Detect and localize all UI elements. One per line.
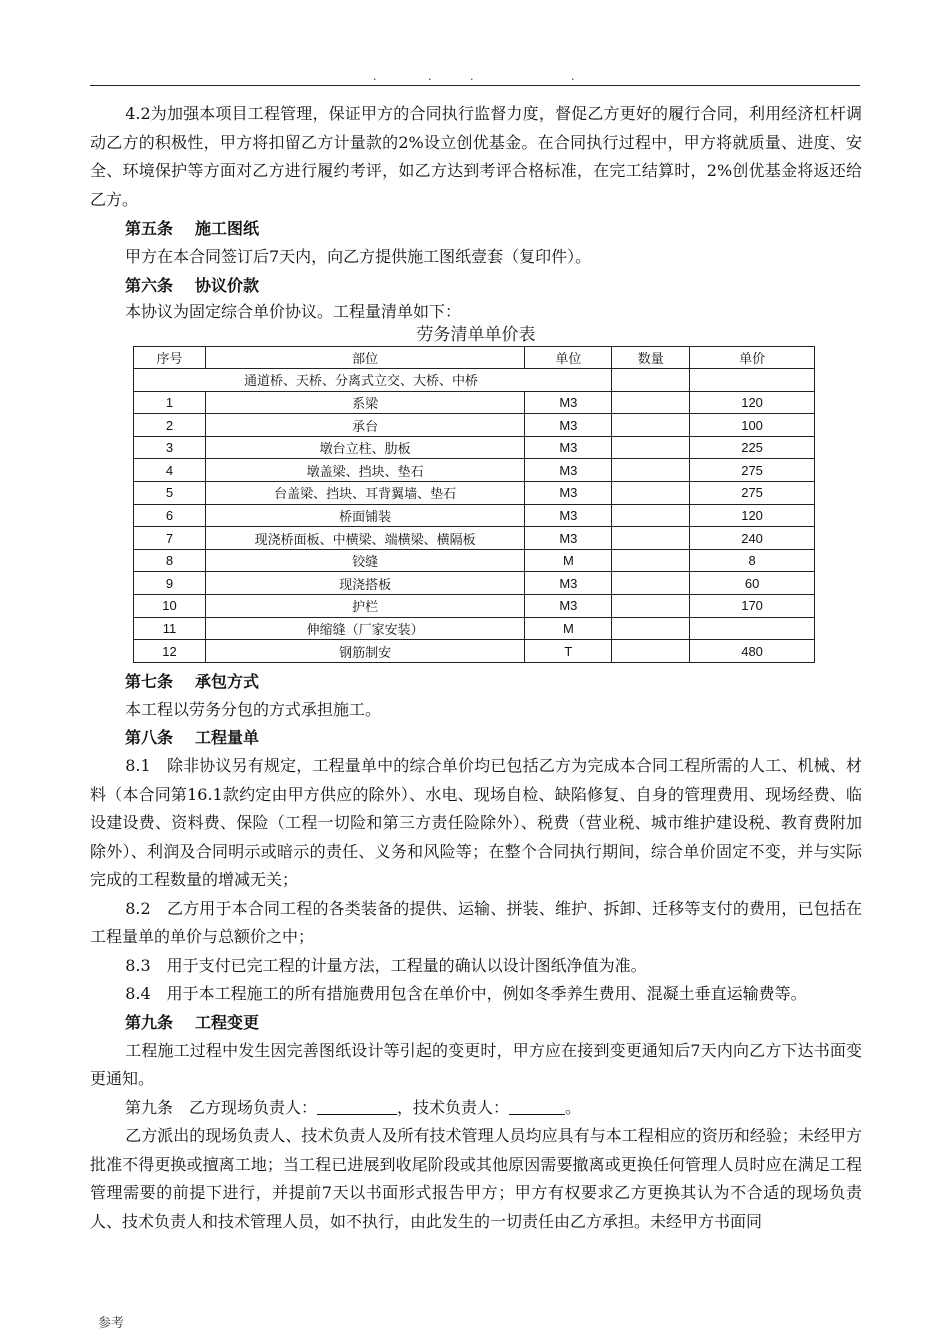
table-header-row — [134, 346, 815, 369]
cell-part: 钢筋制安 — [205, 640, 525, 663]
cell-unit: M3 — [525, 482, 612, 505]
cell-price: 170 — [690, 595, 815, 618]
personnel-mid: ，技术负责人： — [397, 1097, 510, 1117]
table-caption: 劳务清单单价表 — [416, 324, 536, 345]
cell-seq: 3 — [134, 436, 206, 459]
cell-qty — [612, 549, 690, 572]
tech-manager-blank — [509, 1099, 565, 1115]
cell-price — [690, 617, 815, 640]
article-title: 工程变更 — [195, 1012, 260, 1032]
cell-unit: M3 — [525, 436, 612, 459]
table-row — [134, 617, 815, 640]
cell-price: 8 — [690, 549, 815, 572]
cell-part: 台盖梁、挡块、耳背翼墙、垫石 — [205, 482, 525, 505]
table-row — [134, 414, 815, 437]
cell-part: 桥面铺装 — [205, 504, 525, 527]
article-number: 第八条 — [125, 728, 174, 748]
cell-price: 100 — [690, 414, 815, 437]
cell-qty — [612, 414, 690, 437]
article-7-heading — [90, 668, 862, 696]
article-title: 承包方式 — [195, 671, 260, 691]
article-5-heading — [90, 215, 862, 243]
cell-seq: 1 — [134, 391, 206, 414]
table-group-row — [134, 369, 815, 392]
table-body — [134, 391, 815, 662]
table-row — [134, 595, 815, 618]
group-price — [690, 369, 815, 392]
footer-label: 参考 — [98, 1316, 125, 1331]
article-6-body: 本协议为固定综合单价协议。工程量清单如下： — [125, 301, 462, 321]
article-title: 协议价款 — [195, 275, 260, 295]
table-row — [134, 549, 815, 572]
cell-part: 伸缩缝（厂家安装） — [205, 617, 525, 640]
cell-qty — [612, 640, 690, 663]
header-price: 单价 — [690, 346, 815, 369]
header-dot: . — [373, 70, 377, 83]
cell-qty — [612, 459, 690, 482]
cell-seq: 11 — [134, 617, 206, 640]
cell-price: 225 — [690, 436, 815, 459]
cell-part: 系梁 — [205, 391, 525, 414]
cell-unit: M3 — [525, 459, 612, 482]
cell-part: 护栏 — [205, 595, 525, 618]
header-rule — [90, 85, 860, 86]
cell-unit: M3 — [525, 595, 612, 618]
article-6-heading — [90, 272, 862, 300]
cell-qty — [612, 391, 690, 414]
cell-seq: 7 — [134, 527, 206, 550]
cell-qty — [612, 504, 690, 527]
cell-qty — [612, 482, 690, 505]
header-part: 部位 — [205, 346, 525, 369]
header-seq: 序号 — [134, 346, 206, 369]
clause-8-3: 8.3 用于支付已完工程的计量方法，工程量的确认以设计图纸净值为准。 — [125, 955, 647, 975]
article-number: 第七条 — [125, 671, 174, 691]
cell-price: 480 — [690, 640, 815, 663]
header-qty: 数量 — [612, 346, 690, 369]
price-table — [133, 346, 815, 663]
personnel-end: 。 — [565, 1097, 582, 1117]
cell-qty — [612, 572, 690, 595]
cell-seq: 2 — [134, 414, 206, 437]
group-label: 通道桥、天桥、分离式立交、大桥、中桥 — [134, 369, 612, 392]
table-row — [134, 527, 815, 550]
table-row — [134, 504, 815, 527]
article-number: 第六条 — [125, 275, 174, 295]
cell-price: 275 — [690, 482, 815, 505]
article-9-heading — [90, 1009, 862, 1037]
cell-unit: M3 — [525, 572, 612, 595]
cell-part: 承台 — [205, 414, 525, 437]
table-row — [134, 572, 815, 595]
clause-8-2: 8.2 乙方用于本合同工程的各类装备的提供、运输、拼装、维护、拆卸、迁移等支付的费用，已包括在工程量单的单价与总额价之中； — [90, 898, 862, 947]
cell-part: 铰缝 — [205, 549, 525, 572]
article-number: 第五条 — [125, 219, 174, 238]
cell-part: 墩台立柱、肋板 — [205, 436, 525, 459]
article-title: 工程量单 — [195, 728, 260, 748]
cell-qty — [612, 595, 690, 618]
cell-unit: M3 — [525, 527, 612, 550]
header-unit: 单位 — [525, 346, 612, 369]
cell-price: 120 — [690, 504, 815, 527]
cell-unit: M — [525, 617, 612, 640]
cell-seq: 12 — [134, 640, 206, 663]
article-8-heading — [90, 724, 862, 752]
cell-seq: 8 — [134, 549, 206, 572]
cell-seq: 6 — [134, 504, 206, 527]
cell-unit: T — [525, 640, 612, 663]
article-title: 施工图纸 — [195, 219, 260, 238]
table-row — [134, 436, 815, 459]
cell-unit: M3 — [525, 504, 612, 527]
cell-price: 120 — [690, 391, 815, 414]
cell-seq: 4 — [134, 459, 206, 482]
header-dot: . — [470, 70, 474, 83]
group-qty — [612, 369, 690, 392]
cell-qty — [612, 617, 690, 640]
cell-price: 60 — [690, 572, 815, 595]
article-7-body: 本工程以劳务分包的方式承担施工。 — [125, 699, 382, 719]
header-dot: . — [428, 70, 432, 83]
cell-seq: 9 — [134, 572, 206, 595]
table-row — [134, 459, 815, 482]
cell-seq: 10 — [134, 595, 206, 618]
cell-part: 墩盖梁、挡块、垫石 — [205, 459, 525, 482]
article-5-body: 甲方在本合同签订后7天内，向乙方提供施工图纸壹套（复印件）。 — [125, 247, 592, 266]
cell-unit: M — [525, 549, 612, 572]
site-manager-blank — [317, 1099, 397, 1115]
cell-part: 现浇桥面板、中横梁、端横梁、横隔板 — [205, 527, 525, 550]
article-9-body: 工程施工过程中发生因完善图纸设计等引起的变更时，甲方应在接到变更通知后7天内向乙方下达书面变更通知。 — [90, 1040, 862, 1089]
table-row — [134, 640, 815, 663]
clause-8-1: 8.1 除非协议另有规定，工程量单中的综合单价均已包括乙方为完成本合同工程所需的人工、机械、材料（本合同第16.1款约定由甲方供应的除外）、水电、现场自检、缺陷修复、自身的管理费用、现场经费、临设建设费、资料费、保险（工程一切险和第三方责任险除外）、税费（营业税、城市维护建设税、教育费附加除外）、利润及合同明示或暗示的责任、义务和风险等；在整个合同执行期间，综合单价固定不变，并与实际完成的工程数量的增减无关； — [90, 756, 862, 890]
table-row — [134, 482, 815, 505]
clause-4-2: 4.2为加强本项目工程管理，保证甲方的合同执行监督力度，督促乙方更好的履行合同，利用经济杠杆调动乙方的积极性，甲方将扣留乙方计量款的2%设立创优基金。在合同执行过程中，甲方将就质量、进度、安全、环境保护等方面对乙方进行履约考评，如乙方达到考评合格标准，在完工结算时，2%创优基金将返还给乙方。 — [90, 104, 862, 209]
article-number: 第九条 — [125, 1012, 174, 1032]
document-body — [90, 100, 862, 1236]
header-dots — [370, 70, 580, 82]
personnel-body: 乙方派出的现场负责人、技术负责人及所有技术管理人员均应具有与本工程相应的资历和经验；未经甲方批准不得更换或擅离工地；当工程已进展到收尾阶段或其他原因需要撤离或更换任何管理人员时应在满足工程管理需要的前提下进行，并提前7天以书面形式报告甲方；甲方有权要求乙方更换其认为不合适的现场负责人、技术负责人和技术管理人员，如不执行，由此发生的一切责任由乙方承担。未经甲方书面同 — [90, 1126, 862, 1231]
personnel-lead: 第九条 乙方现场负责人： — [125, 1097, 318, 1117]
cell-qty — [612, 527, 690, 550]
table-row — [134, 391, 815, 414]
cell-price: 240 — [690, 527, 815, 550]
cell-unit: M3 — [525, 391, 612, 414]
clause-8-4: 8.4 用于本工程施工的所有措施费用包含在单价中，例如冬季养生费用、混凝土垂直运输费等。 — [125, 984, 807, 1004]
header-dot: . — [571, 70, 575, 83]
cell-price: 275 — [690, 459, 815, 482]
cell-seq: 5 — [134, 482, 206, 505]
cell-part: 现浇搭板 — [205, 572, 525, 595]
cell-unit: M3 — [525, 414, 612, 437]
cell-qty — [612, 436, 690, 459]
personnel-line — [90, 1094, 862, 1123]
